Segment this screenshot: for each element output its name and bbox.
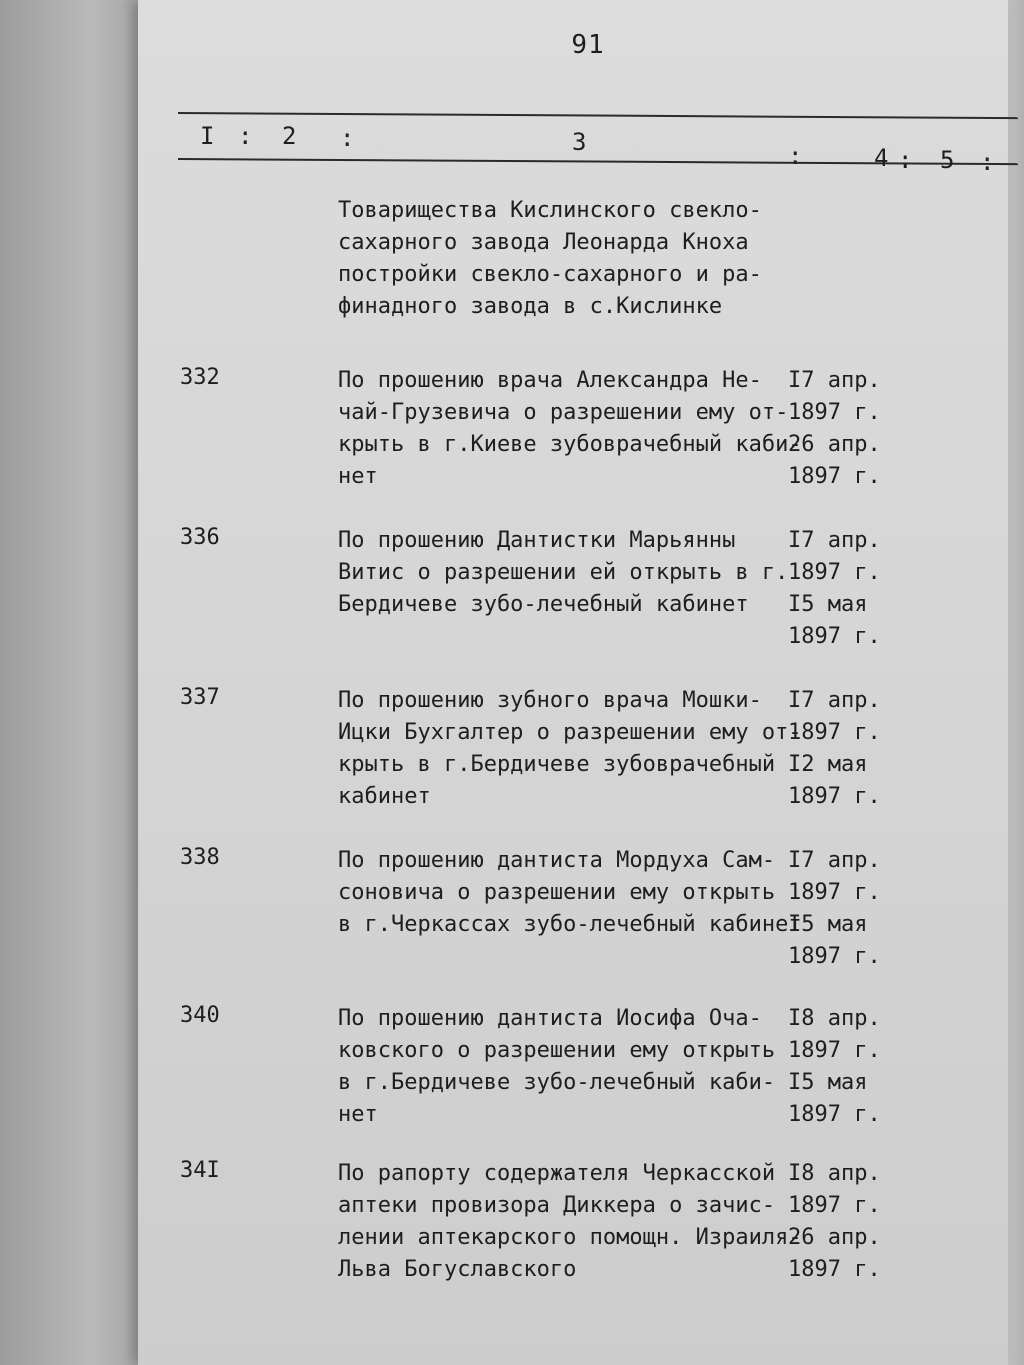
start-date: I7 апр. xyxy=(788,848,881,873)
description-line: По прошению зубного врача Мошки- xyxy=(338,688,762,713)
entry-dates xyxy=(788,1158,881,1286)
column-header-5: 5 xyxy=(940,146,955,174)
end-date: I5 мая xyxy=(788,912,868,937)
description-line: По прошению врача Александра Не- xyxy=(338,368,762,393)
previous-page-edge xyxy=(0,0,150,1365)
description-line: Бердичеве зубо-лечебный кабинет xyxy=(338,592,749,617)
column-separator: : xyxy=(238,122,253,150)
end-year: 1897 г. xyxy=(788,1257,881,1282)
entry-number: 34I xyxy=(180,1158,220,1183)
column-separator: : xyxy=(898,146,913,174)
column-header-2: 2 xyxy=(282,122,297,150)
description-line: ковского о разрешении ему открыть xyxy=(338,1038,776,1063)
description-line: Товарищества Кислинского свекло- xyxy=(338,198,762,223)
description-line: соновича о разрешении ему открыть xyxy=(338,880,776,905)
entry-description xyxy=(338,1003,775,1131)
start-year: 1897 г. xyxy=(788,720,881,745)
header-rule-top xyxy=(178,112,1018,119)
end-date: I5 мая xyxy=(788,1070,868,1095)
entry-number: 338 xyxy=(180,845,220,870)
entry-description xyxy=(338,1158,802,1286)
end-date: 26 апр. xyxy=(788,432,881,457)
description-line: в г.Бердичеве зубо-лечебный каби- xyxy=(338,1070,776,1095)
column-header-3: 3 xyxy=(572,128,587,156)
description-line: финадного завода в с.Кислинке xyxy=(338,294,723,319)
description-line: в г.Черкассах зубо-лечебный кабинет xyxy=(338,912,802,937)
description-line: Ицки Бухгалтер о разрешении ему от- xyxy=(338,720,802,745)
end-date: I5 мая xyxy=(788,592,868,617)
entry-dates xyxy=(788,1003,881,1131)
column-separator: : xyxy=(340,124,355,152)
header-rule-bottom xyxy=(178,158,1018,165)
entry-dates xyxy=(788,845,881,973)
description-line: По рапорту содержателя Черкасской xyxy=(338,1161,776,1186)
start-year: 1897 г. xyxy=(788,400,881,425)
description-line: нет xyxy=(338,1102,378,1127)
start-date: I7 апр. xyxy=(788,688,881,713)
end-date: I2 мая xyxy=(788,752,868,777)
start-date: I8 апр. xyxy=(788,1161,881,1186)
entry-description xyxy=(338,845,802,973)
column-separator: : xyxy=(980,148,995,176)
end-year: 1897 г. xyxy=(788,944,881,969)
end-date: 26 апр. xyxy=(788,1225,881,1250)
end-year: 1897 г. xyxy=(788,624,881,649)
description-line xyxy=(338,941,802,973)
continuation-description xyxy=(338,195,762,323)
entry-dates xyxy=(788,685,881,813)
description-line: аптеки провизора Диккера о зачис- xyxy=(338,1193,776,1218)
description-line: крыть в г.Киеве зубоврачебный каби- xyxy=(338,432,802,457)
description-line: Льва Богуславского xyxy=(338,1257,577,1282)
description-line: По прошению дантиста Мордуха Сам- xyxy=(338,848,776,873)
start-date: I7 апр. xyxy=(788,528,881,553)
start-date: I8 апр. xyxy=(788,1006,881,1031)
column-header-4: 4 xyxy=(874,144,889,172)
description-line: По прошению Дантистки Марьянны xyxy=(338,528,736,553)
column-separator: : xyxy=(788,142,803,170)
entry-description xyxy=(338,525,788,653)
description-line: Витис о разрешении ей открыть в г. xyxy=(338,560,789,585)
start-year: 1897 г. xyxy=(788,880,881,905)
description-line: постройки свекло-сахарного и ра- xyxy=(338,262,762,287)
description-line: кабинет xyxy=(338,784,431,809)
entry-number: 336 xyxy=(180,525,220,550)
column-header-1: I xyxy=(200,122,215,150)
description-line xyxy=(338,621,788,653)
entry-number: 332 xyxy=(180,365,220,390)
start-date: I7 апр. xyxy=(788,368,881,393)
start-year: 1897 г. xyxy=(788,1193,881,1218)
description-line: крыть в г.Бердичеве зубоврачебный xyxy=(338,752,776,777)
entry-number: 340 xyxy=(180,1003,220,1028)
description-line: По прошению дантиста Иосифа Оча- xyxy=(338,1006,762,1031)
description-line: сахарного завода Леонарда Кноха xyxy=(338,230,749,255)
description-line: чай-Грузевича о разрешении ему от- xyxy=(338,400,789,425)
start-year: 1897 г. xyxy=(788,560,881,585)
end-year: 1897 г. xyxy=(788,784,881,809)
entry-number: 337 xyxy=(180,685,220,710)
description-line: лении аптекарского помощн. Израиля- xyxy=(338,1225,802,1250)
page-number: 91 xyxy=(571,30,605,60)
entry-description xyxy=(338,685,802,813)
end-year: 1897 г. xyxy=(788,464,881,489)
end-year: 1897 г. xyxy=(788,1102,881,1127)
entry-dates xyxy=(788,525,881,653)
entry-dates xyxy=(788,365,881,493)
entry-description xyxy=(338,365,802,493)
document-page xyxy=(138,0,1008,1365)
start-year: 1897 г. xyxy=(788,1038,881,1063)
description-line: нет xyxy=(338,464,378,489)
